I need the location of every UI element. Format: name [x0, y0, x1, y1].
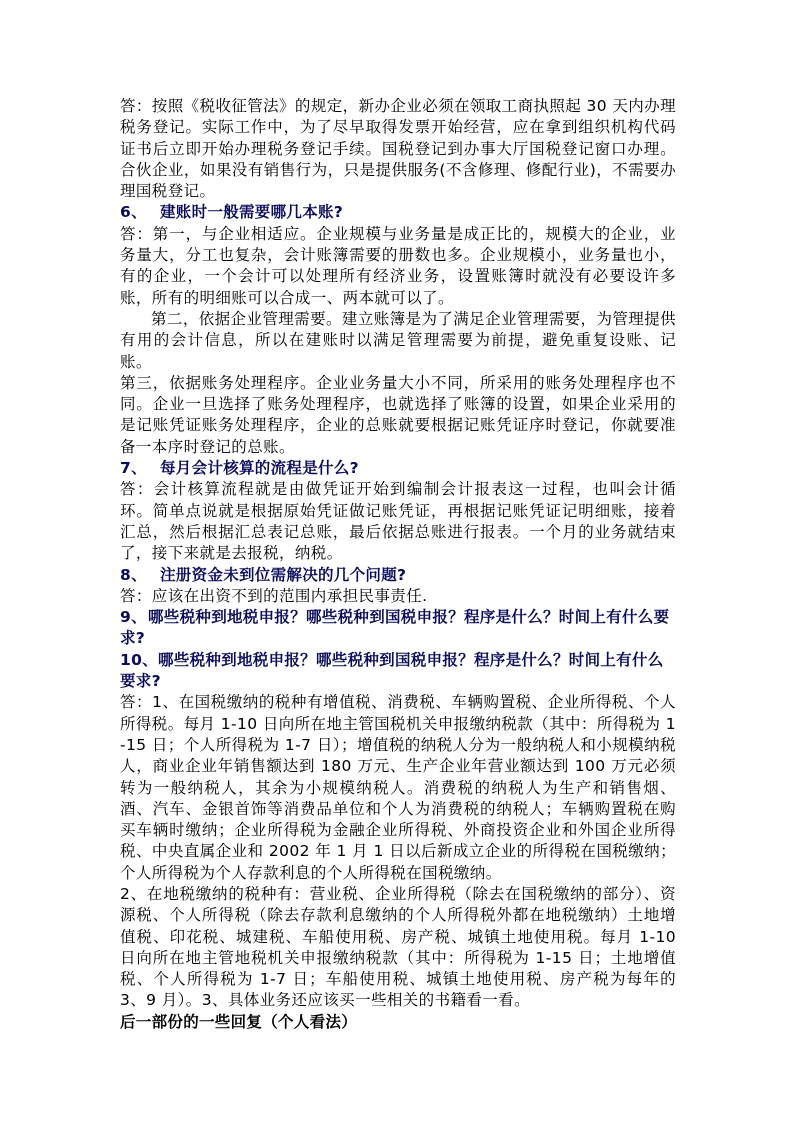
- question-text: 建账时一般需要哪几本账?: [160, 203, 344, 222]
- question-number: 8、: [120, 565, 147, 584]
- question-heading-10: [120, 650, 676, 693]
- question-text: 每月会计核算的流程是什么?: [160, 459, 359, 478]
- question-heading-7: [120, 458, 676, 479]
- answer-paragraph-10a: 答：1、在国税缴纳的税种有增值税、消费税、车辆购置税、企业所得税、个人所得税。每月 1-10 日向所在地主管国税机关申报缴纳税款（其中：所得税为 1-15 日；个人所得税为 1-7 日）；增值税的纳税人分为一般纳税人和小规模纳税人，商业企业年销售额达到 180 万元、生产企业年营业额达到 100 万元必须转为一般纳税人，其余为小规模纳税人。消费税的纳税人为生产和销售烟、酒、汽车、金银首饰等消费品单位和个人为消费税的纳税人；车辆购置税在购买车辆时缴纳；企业所得税为金融企业所得税、外商投资企业和外国企业所得税、中央直属企业和 2002 年 1 月 1 日以后新成立企业的所得税在国税缴纳；个人所得税为个人存款利息的个人所得税在国税缴纳。: [120, 693, 676, 882]
- question-text: 哪些税种到地税申报？哪些税种到国税申报？程序是什么？时间上有什么要求?: [120, 650, 664, 691]
- question-heading-6: [120, 202, 676, 223]
- answer-paragraph-8: 答：应该在出资不到的范围内承担民事责任.: [120, 586, 428, 605]
- section-heading-replies: 后一部份的一些回复（个人看法）: [120, 1012, 358, 1031]
- answer-paragraph-7: 答：会计核算流程就是由做凭证开始到编制会计报表这一过程，也叫会计循环。简单点说就是根据原始凭证做记账凭证，再根据记账凭证记明细账，接着汇总，然后根据汇总表记总账，最后依据总账进行报表。一个月的业务就结束了，接下来就是去报税，纳税。: [120, 480, 676, 563]
- question-text: 注册资金未到位需解决的几个问题?: [160, 565, 407, 584]
- answer-paragraph-6b: 第二，依据企业管理需要。建立账簿是为了满足企业管理需要，为管理提供有用的会计信息，所以在建账时以满足管理需要为前提，避免重复设账、记账。: [120, 309, 676, 371]
- answer-paragraph-6c: 第三，依据账务处理程序。企业业务量大小不同，所采用的账务处理程序也不同。企业一旦选择了账务处理程序，也就选择了账簿的设置，如果企业采用的是记账凭证账务处理程序，企业的总账就要根据记账凭证序时登记，你就要准备一本序时登记的总账。: [120, 373, 676, 456]
- question-text: 哪些税种到地税申报？哪些税种到国税申报？程序是什么？时间上有什么要求?: [120, 608, 670, 648]
- question-number: 6、: [120, 203, 147, 222]
- question-number: 7、: [120, 459, 147, 478]
- question-number: 9、: [120, 608, 147, 627]
- answer-paragraph-5: 答：按照《税收征管法》的规定，新办企业必须在领取工商执照起 30 天内办理税务登记。实际工作中，为了尽早取得发票开始经营，应在拿到组织机构代码证书后立即开始办理税务登记手续。国税登记到办事大厅国税登记窗口办理。合伙企业，如果没有销售行为，只是提供服务(不含修理、修配行业)，不需要办理国税登记。: [120, 97, 676, 201]
- question-heading-9: [120, 607, 676, 650]
- question-heading-8: [120, 565, 676, 586]
- answer-paragraph-6a: 答：第一，与企业相适应。企业规模与业务量是成正比的，规模大的企业，业务量大，分工也复杂，会计账簿需要的册数也多。企业规模小，业务量也小，有的企业，一个会计可以处理所有经济业务，设置账簿时就没有必要设许多账，所有的明细账可以合成一、两本就可以了。: [120, 224, 676, 307]
- document-page: [120, 96, 676, 1033]
- question-number: 10、: [120, 650, 158, 669]
- answer-paragraph-10b: 2、在地税缴纳的税种有：营业税、企业所得税（除去在国税缴纳的部分）、资源税、个人所得税（除去存款利息缴纳的个人所得税外都在地税缴纳）土地增值税、印花税、城建税、车船使用税、房产税、城镇土地使用税。每月 1-10 日向所在地主管地税机关申报缴纳税款（其中：所得税为 1-15 日；土地增值税、个人所得税为 1-7 日；车船使用税、城镇土地使用税、房产税为每年的 3、9 月）。3、具体业务还应该买一些相关的书籍看一看。: [120, 884, 676, 1010]
